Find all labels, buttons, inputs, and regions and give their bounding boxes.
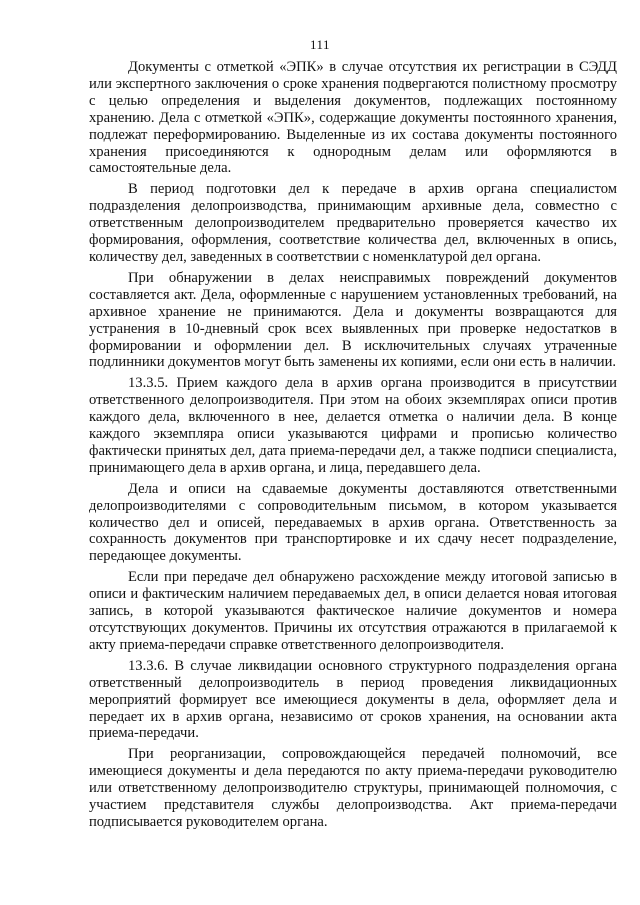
paragraph-delivery-responsibility: Дела и описи на сдаваемые документы доставляются ответственными делопроизводителями с сопроводительным письмом, в котором указывается количество дел и описей, передаваемых в архив органа. Ответственность за сохранность документов при транспортировке и их сдачу несет подразделение, передающее документы. — [89, 480, 617, 565]
document-body — [89, 59, 617, 831]
paragraph-13-3-6: 13.3.6. В случае ликвидации основного структурного подразделения органа ответственный делопроизводитель в период проведения ликвидационных мероприятий формирует все имеющиеся документы в дела, оформляет дела и передает их в архив органа, независимо от сроков хранения, на основании акта приема-передачи. — [89, 657, 617, 742]
paragraph-reorganization: При реорганизации, сопровождающейся передачей полномочий, все имеющиеся документы и дела передаются по акту приема-передачи руководителю или ответственному делопроизводителю структуры, принимающей полномочия, с участием представителя службы делопроизводства. Акт приема-передачи подписывается руководителем органа. — [89, 746, 617, 830]
paragraph-13-3-5: 13.3.5. Прием каждого дела в архив органа производится в присутствии ответственного делопроизводителя. При этом на обоих экземплярах описи против каждого дела, включенного в нее, делается отметка о наличии дела. В конце каждого экземпляра описи указываются цифрами и прописью количество фактически принятых дел, дата приема-передачи дел, а также подписи специалиста, принимающего дела в архив органа, и лица, передавшего дела. — [89, 375, 617, 476]
paragraph-discrepancy: Если при передаче дел обнаружено расхождение между итоговой записью в описи и фактическим наличием передаваемых дел, в описи делается новая итоговая запись, в которой указываются фактическое наличие документов и номера отсутствующих документов. Причины их отсутствия отражаются в прилагаемой к акту приема-передачи справке ответственного делопроизводителя. — [89, 569, 617, 653]
page-number: 111 — [309, 37, 331, 52]
paragraph-epk-review: Документы с отметкой «ЭПК» в случае отсутствия их регистрации в СЭДД или экспертного заключения о сроке хранения подвергаются полистному просмотру с целью определения и выделения документов, подлежащих постоянному хранению. Дела с отметкой «ЭПК», содержащие документы постоянного хранения, подлежат переформированию. Выделенные из их состава документы постоянного хранения присоединяются к однородным делам или оформляются в самостоятельные дела. — [89, 59, 617, 177]
paragraph-preparation-check: В период подготовки дел к передаче в архив органа специалистом подразделения делопроизводства, принимающим архивные дела, совместно с ответственным делопроизводителем предварительно проверяется качество их формирования, оформления, соответствие количества дел, включенных в опись, количеству дел, заведенных в соответствии с номенклатурой дел органа. — [89, 181, 617, 265]
paragraph-damage-act: При обнаружении в делах неисправимых повреждений документов составляется акт. Дела, оформленные с нарушением установленных требований, на архивное хранение не принимаются. Дела и документы возвращаются для устранения в 10-дневный срок всех выявленных при проверке недостатков в формировании и оформлении дел. В исключительных случаях утраченные подлинники документов могут быть заменены их копиями, если они есть в наличии. — [89, 269, 617, 371]
